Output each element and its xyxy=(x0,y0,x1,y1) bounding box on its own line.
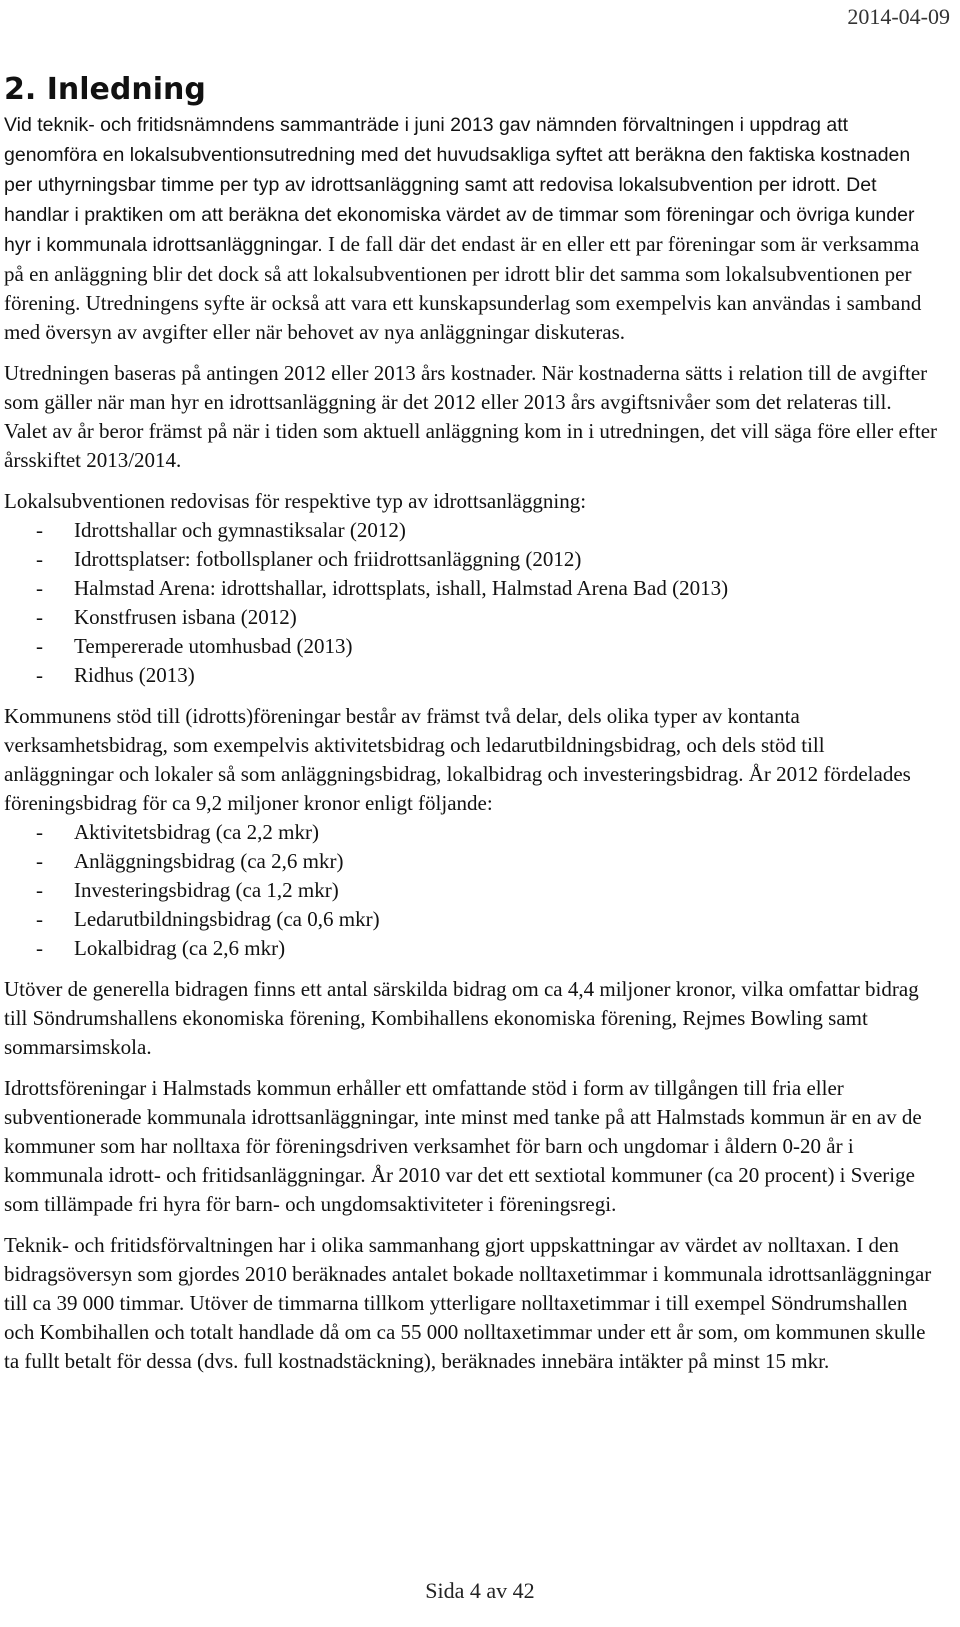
list-item: - Tempererade utomhusbad (2013) xyxy=(4,632,938,661)
list-item: - Halmstad Arena: idrottshallar, idrottsplats, ishall, Halmstad Arena Bad (2013) xyxy=(4,574,938,603)
list-item: - Investeringsbidrag (ca 1,2 mkr) xyxy=(4,876,938,905)
paragraph-basis: Utredningen baseras på antingen 2012 eller 2013 års kostnader. När kostnaderna sätts i relation till de avgifter som gäller när man hyr en idrottsanläggning är det 2012 eller 2013 års avgiftsnivåer som det relateras till. Valet av år beror främst på när i tiden som aktuell anläggning kom in i utredningen, det vill säga före eller efter årsskiftet 2013/2014. xyxy=(4,361,938,472)
list-item: - Ledarutbildningsbidrag (ca 0,6 mkr) xyxy=(4,905,938,934)
paragraph-intro xyxy=(4,110,938,347)
list-item: - Ridhus (2013) xyxy=(4,661,938,690)
paragraph-support: Kommunens stöd till (idrotts)föreningar består av främst två delar, dels olika typer av kontanta verksamhetsbidrag, som exempelvis aktivitetsbidrag och ledarutbildningsbidrag, och dels stöd till anläggningar och lokaler så som anläggningsbidrag, lokalbidrag och investeringsbidrag. År 2012 fördelades föreningsbidrag för ca 9,2 miljoner kronor enligt följande: xyxy=(4,704,911,815)
grants-list xyxy=(4,818,938,963)
paragraph-zero-tariff: Idrottsföreningar i Halmstads kommun erhåller ett omfattande stöd i form av tillgången till fria eller subventionerade kommunala idrottsanläggningar, inte minst med tanke på att Halmstads kommun är en av de kommuner som har nolltaxa för föreningsdriven verksamhet för barn och ungdomar i åldern 0-20 år i kommunala idrott- och fritidsanläggningar. År 2010 var det ett sextiotal kommuner (ca 20 procent) i Sverige som tillämpade fri hyra för barn- och ungdomsaktiviteter i föreningsregi. xyxy=(4,1076,922,1216)
paragraph-special-grants: Utöver de generella bidragen finns ett antal särskilda bidrag om ca 4,4 miljoner kronor, vilka omfattar bidrag till Söndrumshallens ekonomiska förening, Kombihallens ekonomiska förening, Rejmes Bowling samt sommarsimskola. xyxy=(4,977,919,1059)
section-heading: 2. Inledning xyxy=(4,72,206,107)
list-item: - Anläggningsbidrag (ca 2,6 mkr) xyxy=(4,847,938,876)
header-date: 2014-04-09 xyxy=(847,4,950,29)
document-body xyxy=(4,110,938,1388)
facility-types-list xyxy=(4,516,938,690)
list-item: - Idrottshallar och gymnastiksalar (2012) xyxy=(4,516,938,545)
list-item: - Lokalbidrag (ca 2,6 mkr) xyxy=(4,934,938,963)
list-item: - Konstfrusen isbana (2012) xyxy=(4,603,938,632)
list-item: - Aktivitetsbidrag (ca 2,2 mkr) xyxy=(4,818,938,847)
paragraph-facility-types: Lokalsubventionen redovisas för respektive typ av idrottsanläggning: xyxy=(4,489,587,513)
paragraph-intro-sans: Vid teknik- och fritidsnämndens sammanträde i juni 2013 gav nämnden förvaltningen i uppdrag att genomföra en lokalsubventionsutredning med det huvudsakliga syftet att beräkna den faktiska kostnaden per uthyrningsbar timme per typ av idrottsanläggning samt att redovisa lokalsubvention per idrott. Det handlar i praktiken om att beräkna det ekonomiska värdet av de timmar som föreningar och övriga kunder hyr i kommunala idrottsanläggningar. xyxy=(4,114,915,256)
list-item: - Idrottsplatser: fotbollsplaner och friidrottsanläggning (2012) xyxy=(4,545,938,574)
page-number: Sida 4 av 42 xyxy=(425,1578,535,1603)
paragraph-estimates: Teknik- och fritidsförvaltningen har i olika sammanhang gjort uppskattningar av värdet av nolltaxan. I den bidragsöversyn som gjordes 2010 beräknades antalet bokade nolltaxetimmar i kommunala idrottsanläggningar till ca 39 000 timmar. Utöver de timmarna tillkom ytterligare nolltaxetimmar i till exempel Söndrumshallen och Kombihallen och totalt handlade då om ca 55 000 nolltaxetimmar under ett år som, om kommunen skulle ta fullt betalt för dessa (dvs. full kostnadstäckning), beräknades innebära intäkter på minst 15 mkr. xyxy=(4,1233,932,1373)
paragraph-intro-serif: I de fall där det endast är en eller ett par föreningar som är verksamma på en anläggning blir det dock så att lokalsubventionen per idrott blir det samma som lokalsubventionen per förening. Utredningens syfte är också att vara ett kunskapsunderlag som exempelvis kan användas i samband med översyn av avgifter eller när behovet av nya anläggningar diskuteras. xyxy=(4,232,922,344)
